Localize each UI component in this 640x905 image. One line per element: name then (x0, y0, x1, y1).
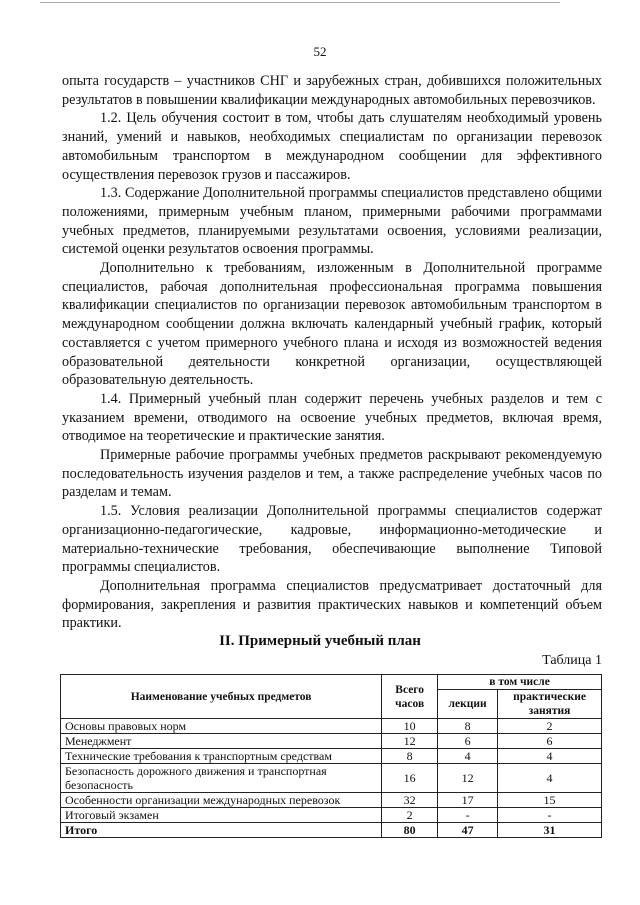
study-plan-table (60, 674, 602, 838)
top-rule (40, 2, 560, 3)
section-title: II. Примерный учебный план (219, 633, 421, 649)
paragraph: Дополнительно к требованиям, изложенным в Дополнительной программе специалистов, рабочая дополнительная профессиональная программа повышения квалификации специалистов по организации перевозок автомобильным транспортом в международном сообщении должна включать календарный учебный график, который составляется с учетом примерного учебного плана и исходя из возможностей ведения образовательной деятельности конкретной организации, осуществляющей образовательную деятельность. (62, 260, 602, 389)
subject-cell: Итого (61, 823, 382, 838)
table-row (61, 764, 602, 793)
paragraph: 1.3. Содержание Дополнительной программы специалистов представлено общими положениями, примерным учебным планом, примерными рабочими программами учебных предметов, планируемыми результатами освоения, условиями реализации, системой оценки результатов освоения программы. (62, 185, 602, 258)
lectures-cell: 12 (438, 764, 498, 793)
practical-cell: 2 (498, 719, 602, 734)
paragraph: 1.4. Примерный учебный план содержит перечень учебных разделов и тем с указанием времени, отводимого на освоение учебных предметов, включая время, отводимое на теоретические и практические занятия. (62, 390, 602, 445)
lectures-cell: 47 (438, 823, 498, 838)
practical-cell: 4 (498, 764, 602, 793)
lectures-cell: 8 (438, 719, 498, 734)
total-cell: 16 (382, 764, 438, 793)
subject-cell: Технические требования к транспортным средствам (61, 749, 382, 764)
table-row (61, 719, 602, 734)
practical-cell: 15 (498, 793, 602, 808)
practical-cell: - (498, 808, 602, 823)
practical-cell: 31 (498, 823, 602, 838)
practical-cell: 6 (498, 734, 602, 749)
table-label: Таблица 1 (542, 653, 602, 668)
page-number: 52 (313, 44, 327, 59)
paragraph: 1.5. Условия реализации Дополнительной программы специалистов содержат организационно-педагогические, кадровые, информационно-методические и материально-технические требования, обеспечивающие выполнение Типовой программы специалистов. (62, 503, 602, 576)
total-cell: 80 (382, 823, 438, 838)
total-cell: 2 (382, 808, 438, 823)
subject-cell: Менеджмент (61, 734, 382, 749)
lectures-cell: - (438, 808, 498, 823)
total-cell: 12 (382, 734, 438, 749)
subject-cell: Особенности организации международных перевозок (61, 793, 382, 808)
document-body (62, 72, 602, 633)
subject-cell: Безопасность дорожного движения и транспортная безопасность (61, 764, 382, 793)
total-row (61, 823, 602, 838)
total-cell: 10 (382, 719, 438, 734)
paragraph: опыта государств – участников СНГ и зарубежных стран, добившихся положительных результатов в повышении квалификации международных автомобильных перевозчиков. (62, 73, 602, 108)
table-row (61, 734, 602, 749)
paragraph: 1.2. Цель обучения состоит в том, чтобы дать слушателям необходимый уровень знаний, умений и навыков, необходимых специалистам по организации перевозок автомобильным транспортом в международном сообщении для эффективного осуществления перевозок грузов и пассажиров. (62, 110, 602, 183)
practical-cell: 4 (498, 749, 602, 764)
header-subject: Наименование учебных предметов (61, 675, 382, 719)
total-cell: 32 (382, 793, 438, 808)
paragraph: Примерные рабочие программы учебных предметов раскрывают рекомендуемую последовательность изучения разделов и тем, а также распределение учебных часов по разделам и темам. (62, 447, 602, 501)
subject-cell: Основы правовых норм (61, 719, 382, 734)
table-row (61, 749, 602, 764)
header-lectures: лекции (438, 690, 498, 719)
table-row (61, 793, 602, 808)
lectures-cell: 6 (438, 734, 498, 749)
lectures-cell: 17 (438, 793, 498, 808)
header-practical: практические занятия (498, 690, 602, 719)
table-row (61, 808, 602, 823)
paragraph: Дополнительная программа специалистов предусматривает достаточный для формирования, закрепления и развития практических навыков и компетенций объем практики. (62, 577, 602, 632)
total-cell: 8 (382, 749, 438, 764)
lectures-cell: 4 (438, 749, 498, 764)
header-including: в том числе (438, 675, 602, 690)
header-total: Всего часов (382, 675, 438, 719)
subject-cell: Итоговый экзамен (61, 808, 382, 823)
